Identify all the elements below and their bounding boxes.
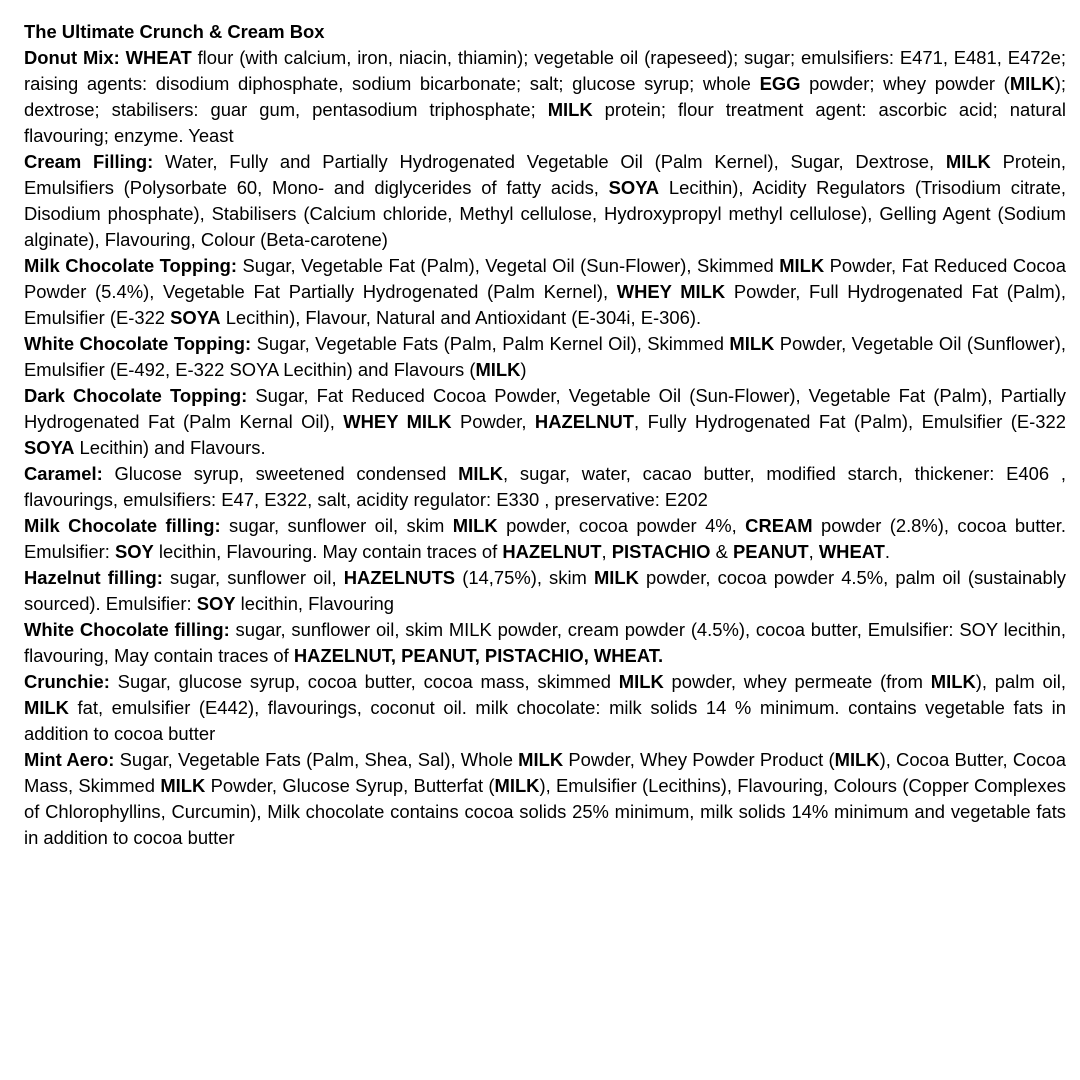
ingredient-text: Sugar, Fat Reduced Cocoa Powder, Vegetable Oil (Sun-Flower), Vegetable Fat (Palm), Partially Hydrogenated Fat (Palm Kernal Oil), xyxy=(24,385,1066,432)
ingredient-text: powder, cocoa powder 4.5%, palm oil (sustainably sourced). Emulsifier: xyxy=(24,567,1066,614)
ingredient-entry xyxy=(24,45,1066,149)
ingredient-text: Water, Fully and Partially Hydrogenated Vegetable Oil (Palm Kernel), Sugar, Dextrose, xyxy=(165,151,946,172)
ingredient-text: flour (with calcium, iron, niacin, thiamin); vegetable oil (rapeseed); sugar; emulsifiers: E471, E481, E472e; raising agents: disodium diphosphate, sodium bicarbonate; salt; glucose syrup; whole xyxy=(24,47,1067,94)
allergen-text: MILK xyxy=(618,671,664,692)
allergen-text: SOYA xyxy=(170,307,221,328)
ingredient-text: Lecithin), Flavour, Natural and Antioxidant (E-304i, E-306). xyxy=(220,307,702,328)
allergen-text: HAZELNUT xyxy=(502,541,602,562)
ingredient-text: Lecithin), Acidity Regulators (Trisodium citrate, Disodium phosphate), Stabilisers (Calcium chloride, Methyl cellulose, Hydroxypropyl methyl cellulose), Gelling Agent (Sodium alginate), Flavouring, Colour (Beta-carotene) xyxy=(24,177,1066,250)
ingredient-text: fat, emulsifier (E442), flavourings, coconut oil. milk chocolate: milk solids 14 % minimum. contains vegetable fats in addition to cocoa butter xyxy=(24,697,1066,744)
allergen-text: MILK xyxy=(458,463,504,484)
ingredients-list xyxy=(24,45,1066,851)
ingredient-text: (14,75%), skim xyxy=(455,567,594,588)
ingredient-entry xyxy=(24,149,1066,253)
ingredient-text: Powder, Fat Reduced Cocoa Powder (5.4%), Vegetable Fat Partially Hydrogenated (Palm Kernel), xyxy=(24,255,1066,302)
ingredient-entry-name: Donut Mix: xyxy=(24,47,120,68)
allergen-text: MILK xyxy=(494,775,540,796)
allergen-text: SOYA xyxy=(24,437,75,458)
ingredient-text: powder, cocoa powder 4%, xyxy=(497,515,746,536)
ingredient-text: , sugar, water, cacao butter, modified starch, thickener: E406 , flavourings, emulsifiers: E47, E322, salt, acidity regulator: E330 , preservative: E202 xyxy=(24,463,1066,510)
ingredient-text: Powder, Whey Powder Product ( xyxy=(563,749,835,770)
ingredient-text: lecithin, Flavouring. May contain traces of xyxy=(153,541,503,562)
ingredient-text: protein; flour treatment agent: ascorbic acid; natural flavouring; enzyme. Yeast xyxy=(24,99,1066,146)
allergen-text: MILK xyxy=(834,749,880,770)
ingredient-text: Powder, Vegetable Oil (Sunflower), Emulsifier (E-492, E-322 SOYA Lecithin) and Flavours ( xyxy=(24,333,1066,380)
allergen-text: WHEY MILK xyxy=(343,411,452,432)
ingredient-text: , xyxy=(601,541,612,562)
ingredient-text: Sugar, Vegetable Fat (Palm), Vegetal Oil (Sun-Flower), Skimmed xyxy=(242,255,780,276)
ingredient-entry-name: Cream Filling: xyxy=(24,151,154,172)
allergen-text: MILK xyxy=(729,333,775,354)
ingredient-text: , Fully Hydrogenated Fat (Palm), Emulsifier (E-322 xyxy=(634,411,1066,432)
ingredient-text: Powder, xyxy=(451,411,535,432)
ingredient-text: lecithin, Flavouring xyxy=(235,593,395,614)
ingredient-entry-name: Crunchie: xyxy=(24,671,110,692)
ingredient-text: ), palm oil, xyxy=(975,671,1066,692)
ingredient-text: sugar, sunflower oil, xyxy=(170,567,344,588)
ingredient-text: ), Emulsifier (Lecithins), Flavouring, Colours (Copper Complexes of Chlorophyllins, Curcumin), Milk chocolate contains cocoa solids 25% minimum, milk solids 14% minimum and vegetable fats in addition to cocoa butter xyxy=(24,775,1066,848)
ingredient-entry xyxy=(24,747,1066,851)
allergen-text: MILK xyxy=(945,151,991,172)
allergen-text: SOYA xyxy=(608,177,660,198)
ingredient-text: ) xyxy=(520,359,527,380)
ingredient-entry xyxy=(24,253,1066,331)
allergen-text: MILK xyxy=(779,255,825,276)
ingredient-entry xyxy=(24,513,1066,565)
ingredient-entry xyxy=(24,669,1066,747)
allergen-text: MILK xyxy=(930,671,976,692)
allergen-text: WHEAT xyxy=(818,541,885,562)
allergen-text: HAZELNUT xyxy=(534,411,635,432)
ingredient-text: Powder, Full Hydrogenated Fat (Palm), Emulsifier (E-322 xyxy=(24,281,1066,328)
ingredient-entry xyxy=(24,565,1066,617)
ingredient-entry xyxy=(24,461,1066,513)
allergen-text: MILK xyxy=(475,359,521,380)
page-title: The Ultimate Crunch & Cream Box xyxy=(24,21,325,42)
ingredient-text: sugar, sunflower oil, skim xyxy=(229,515,453,536)
allergen-text: HAZELNUT, PEANUT, PISTACHIO, WHEAT. xyxy=(293,645,664,666)
ingredient-text: , xyxy=(808,541,819,562)
allergen-text: HAZELNUTS xyxy=(343,567,456,588)
ingredient-entry xyxy=(24,331,1066,383)
ingredient-entry-name: Hazelnut filling: xyxy=(24,567,163,588)
allergen-text: PEANUT xyxy=(732,541,809,562)
ingredient-entry-name: Milk Chocolate filling: xyxy=(24,515,221,536)
ingredient-text: powder (2.8%), cocoa butter. Emulsifier: xyxy=(24,515,1066,562)
ingredient-text: Lecithin) and Flavours. xyxy=(74,437,266,458)
ingredient-entry xyxy=(24,617,1066,669)
allergen-text: WHEAT xyxy=(125,47,192,68)
ingredient-text: Protein, Emulsifiers (Polysorbate 60, Mono- and diglycerides of fatty acids, xyxy=(24,151,1066,198)
ingredient-text: powder; whey powder ( xyxy=(800,73,1010,94)
allergen-text: SOY xyxy=(196,593,236,614)
ingredient-text: Glucose syrup, sweetened condensed xyxy=(114,463,459,484)
ingredient-text: ), Cocoa Butter, Cocoa Mass, Skimmed xyxy=(24,749,1066,796)
allergen-text: WHEY MILK xyxy=(616,281,726,302)
ingredient-entry-name: Caramel: xyxy=(24,463,103,484)
ingredients-sheet xyxy=(24,19,1066,851)
ingredient-entry xyxy=(24,383,1066,461)
allergen-text: PISTACHIO xyxy=(611,541,711,562)
ingredient-text: Sugar, glucose syrup, cocoa butter, cocoa mass, skimmed xyxy=(117,671,619,692)
allergen-text: MILK xyxy=(160,775,206,796)
ingredient-text: Powder, Glucose Syrup, Butterfat ( xyxy=(205,775,495,796)
allergen-text: SOY xyxy=(114,541,154,562)
ingredient-text: powder, whey permeate (from xyxy=(663,671,931,692)
ingredient-text: Sugar, Vegetable Fats (Palm, Shea, Sal), Whole xyxy=(119,749,519,770)
ingredient-entry-name: White Chocolate filling: xyxy=(24,619,230,640)
ingredient-text: Sugar, Vegetable Fats (Palm, Palm Kernel Oil), Skimmed xyxy=(256,333,730,354)
ingredient-entry-name: Dark Chocolate Topping: xyxy=(24,385,248,406)
allergen-text: MILK xyxy=(518,749,564,770)
allergen-text: EGG xyxy=(759,73,801,94)
allergen-text: MILK xyxy=(24,697,69,718)
allergen-text: CREAM xyxy=(745,515,813,536)
ingredient-text: . xyxy=(884,541,891,562)
allergen-text: MILK xyxy=(547,99,593,120)
ingredient-text: & xyxy=(710,541,733,562)
allergen-text: MILK xyxy=(452,515,498,536)
allergen-text: MILK xyxy=(1009,73,1055,94)
ingredient-text: ); dextrose; stabilisers: guar gum, pentasodium triphosphate; xyxy=(24,73,1066,120)
ingredient-entry-name: White Chocolate Topping: xyxy=(24,333,252,354)
ingredient-entry-name: Milk Chocolate Topping: xyxy=(24,255,237,276)
ingredient-entry-name: Mint Aero: xyxy=(24,749,115,770)
allergen-text: MILK xyxy=(593,567,639,588)
ingredient-text: sugar, sunflower oil, skim MILK powder, cream powder (4.5%), cocoa butter, Emulsifier: SOY lecithin, flavouring, May contain traces of xyxy=(24,619,1066,666)
